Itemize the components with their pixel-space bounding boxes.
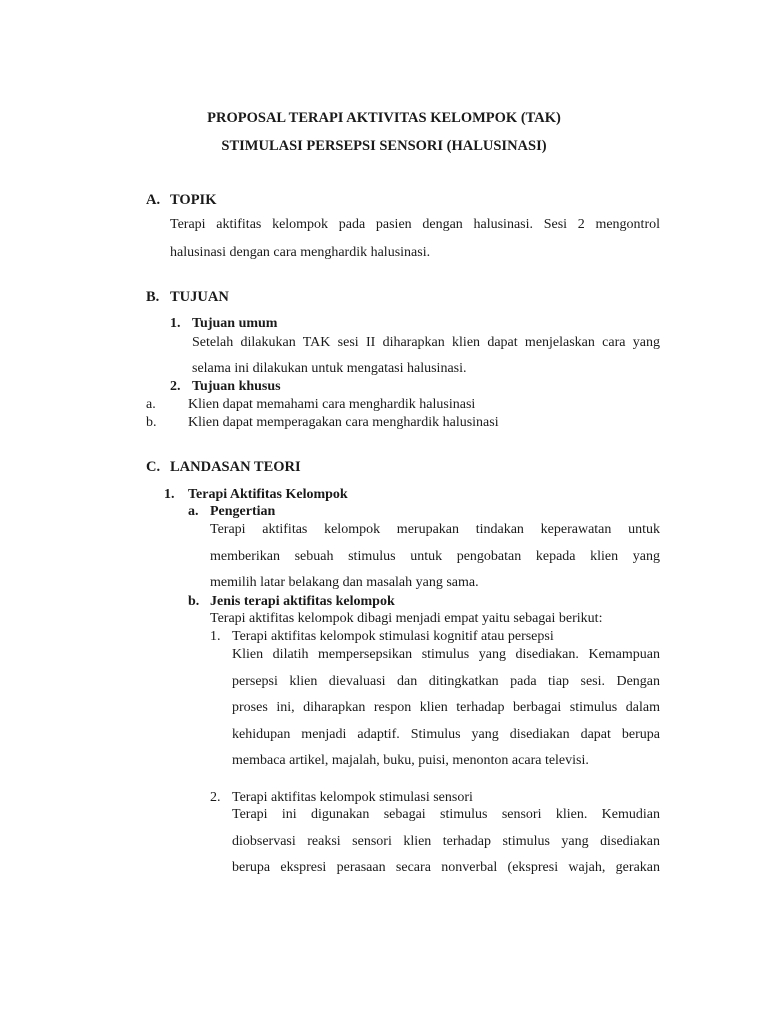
jenis-intro: Terapi aktifitas kelompok dibagi menjadi empat yaitu sebagai berikut: [210,611,603,626]
jenis-2-line-2: diobservasi reaksi sensori klien terhadap stimulus yang disediakan [232,834,660,849]
jenis-1-line-4: kehidupan menjadi adaptif. Stimulus yang disediakan dapat berupa [232,727,660,742]
tak-title: Terapi Aktifitas Kelompok [188,487,348,502]
tujuan-khusus-a-marker: a. [146,397,156,412]
section-b-marker: B. [146,289,160,305]
jenis-title: Jenis terapi aktifitas kelompok [210,594,395,609]
tujuan-khusus-number: 2. [170,379,181,394]
section-a-heading: TOPIK [170,192,217,208]
document-title-line-2: STIMULASI PERSEPSI SENSORI (HALUSINASI) [221,138,547,154]
jenis-1-title: Terapi aktifitas kelompok stimulasi kognitif atau persepsi [232,629,554,644]
section-c-heading: LANDASAN TEORI [170,459,301,475]
jenis-1-line-5: membaca artikel, majalah, buku, puisi, menonton acara televisi. [232,753,589,768]
section-a-line-2: halusinasi dengan cara menghardik halusinasi. [170,245,431,260]
tujuan-khusus-a-text: Klien dapat memahami cara menghardik halusinasi [188,397,476,412]
jenis-2-line-1: Terapi ini digunakan sebagai stimulus sensori klien. Kemudian [232,807,660,822]
section-a-marker: A. [146,192,161,208]
tujuan-khusus-b-marker: b. [146,415,157,430]
jenis-2-title: Terapi aktifitas kelompok stimulasi sensori [232,790,473,805]
tujuan-khusus-b-text: Klien dapat memperagakan cara menghardik halusinasi [188,415,499,430]
tujuan-umum-title: Tujuan umum [192,316,278,331]
pengertian-title: Pengertian [210,504,276,519]
jenis-2-line-3: berupa ekspresi perasaan secara nonverbal (ekspresi wajah, gerakan [232,860,660,875]
jenis-1-line-3: proses ini, diharapkan respon klien terhadap berbagai stimulus dalam [232,700,660,715]
jenis-1-line-1: Klien dilatih mempersepsikan stimulus yang disediakan. Kemampuan [232,647,660,662]
document-title-line-1: PROPOSAL TERAPI AKTIVITAS KELOMPOK (TAK) [207,110,561,126]
pengertian-line-1: Terapi aktifitas kelompok merupakan tindakan keperawatan untuk [210,522,660,537]
jenis-marker: b. [188,594,200,609]
section-a-line-1: Terapi aktifitas kelompok pada pasien dengan halusinasi. Sesi 2 mengontrol [170,217,660,232]
jenis-1-line-2: persepsi klien dievaluasi dan ditingkatkan pada tiap sesi. Dengan [232,674,660,689]
pengertian-line-3: memilih latar belakang dan masalah yang sama. [210,575,479,590]
tujuan-umum-number: 1. [170,316,181,331]
pengertian-line-2: memberikan sebuah stimulus untuk pengobatan kepada klien yang [210,549,660,564]
tujuan-khusus-title: Tujuan khusus [192,379,281,394]
tujuan-umum-line-2: selama ini dilakukan untuk mengatasi halusinasi. [192,361,467,376]
tujuan-umum-line-1: Setelah dilakukan TAK sesi II diharapkan klien dapat menjelaskan cara yang [192,335,660,350]
section-c-marker: C. [146,459,161,475]
tak-number: 1. [164,487,175,502]
pengertian-marker: a. [188,504,199,519]
jenis-2-number: 2. [210,790,221,805]
jenis-1-number: 1. [210,629,221,644]
section-b-heading: TUJUAN [170,289,229,305]
